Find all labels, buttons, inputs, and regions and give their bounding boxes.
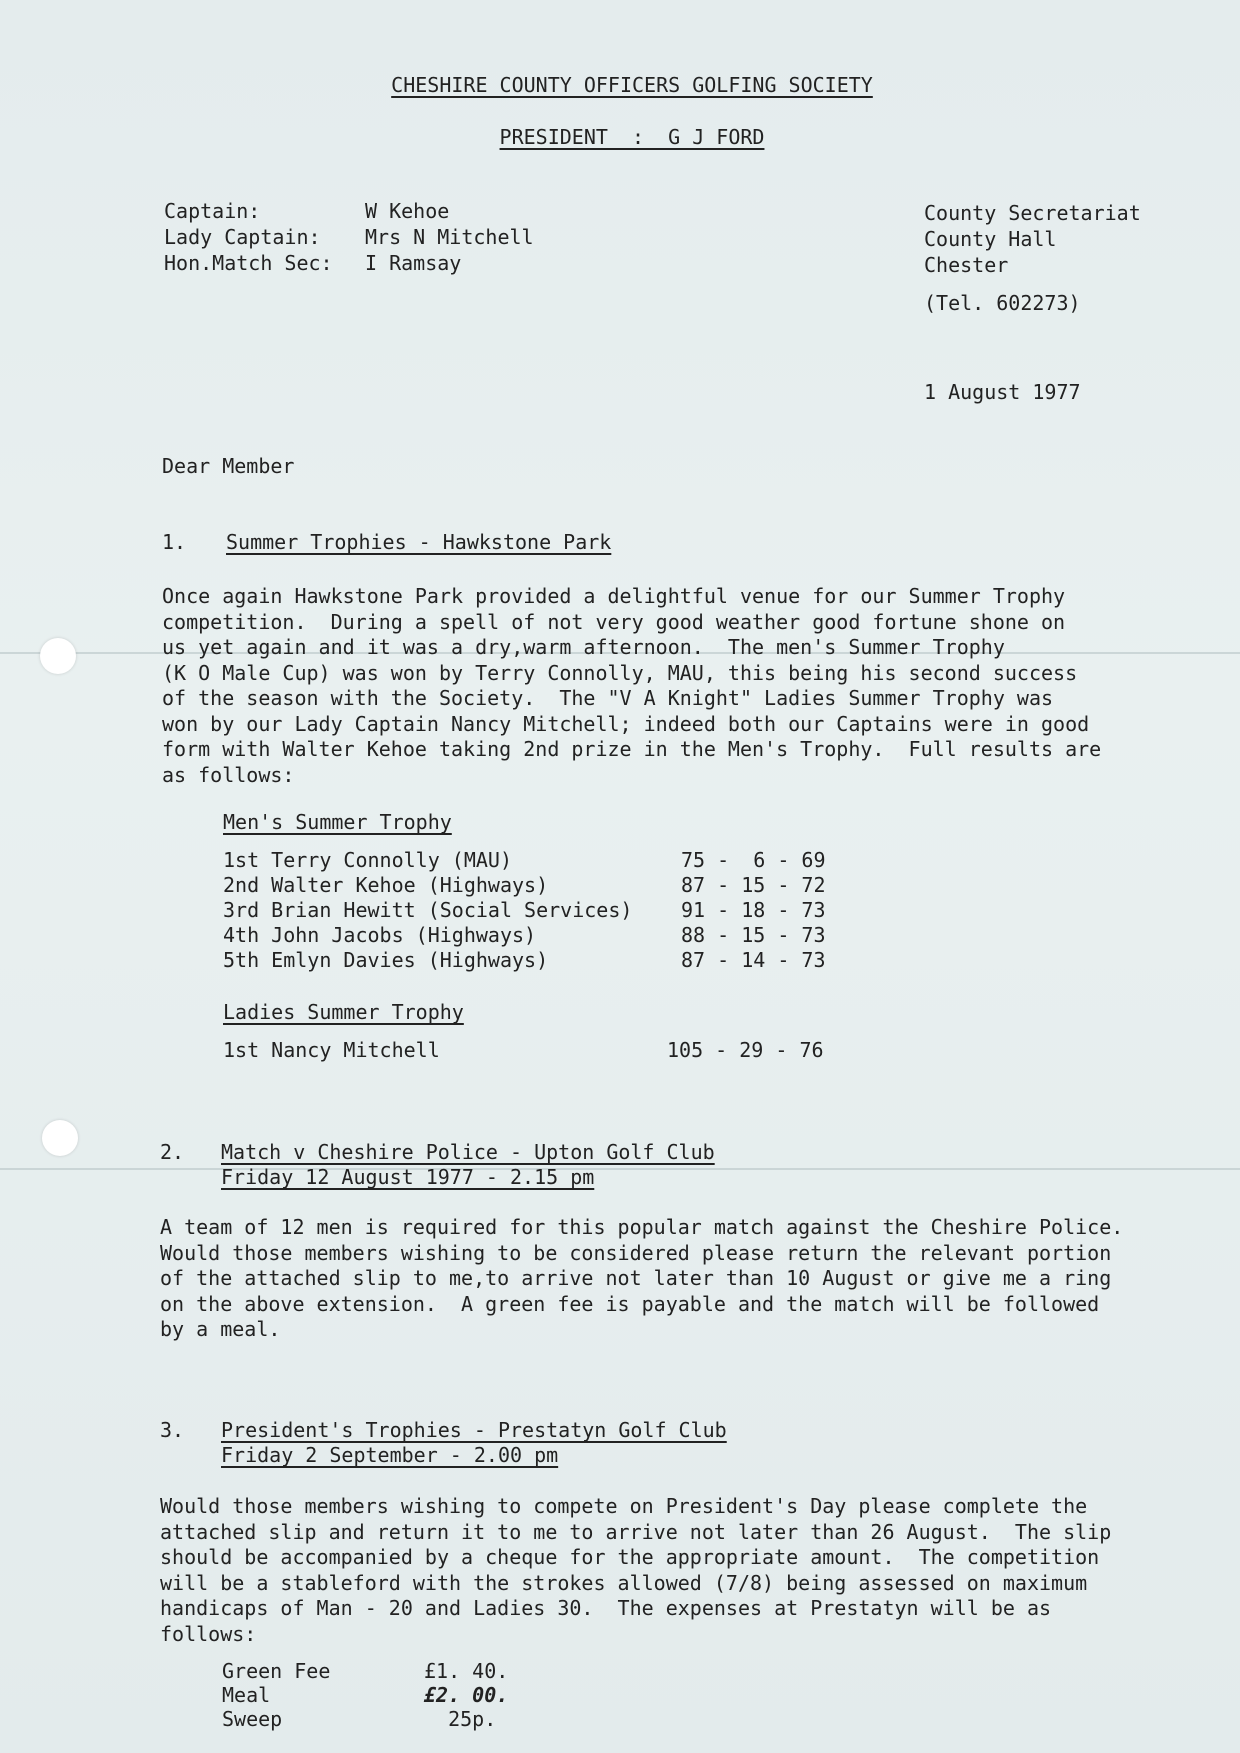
result-name: 2nd Walter Kehoe (Highways) bbox=[223, 873, 549, 897]
section-number: 1. bbox=[162, 530, 187, 554]
expense-item: Meal bbox=[222, 1683, 271, 1707]
result-score: 87 - 15 - 72 bbox=[681, 873, 826, 897]
section-subtitle: Friday 12 August 1977 - 2.15 pm bbox=[221, 1165, 595, 1189]
officer-role: Lady Captain: bbox=[164, 225, 321, 249]
expense-item: Green Fee bbox=[222, 1659, 331, 1683]
section-title: Match v Cheshire Police - Upton Golf Club bbox=[221, 1140, 715, 1164]
expense-cost: £2. 00. bbox=[424, 1683, 509, 1707]
section-body: Would those members wishing to compete on President's Day please complete the attached slip and return it to me to arrive not later than 26 August. The slip should be accompanied by a cheque for the appropriate amount. The competition will be a stableford with the strokes allowed (7/8) being assessed on maximum handicaps of Man - 20 and Ladies 30. The expenses at Prestatyn will be as follows: bbox=[160, 1494, 1112, 1646]
result-name: 1st Terry Connolly (MAU) bbox=[223, 848, 512, 872]
address-line: County Hall bbox=[924, 227, 1057, 251]
section-title: President's Trophies - Prestatyn Golf Club bbox=[221, 1418, 727, 1442]
result-score: 87 - 14 - 73 bbox=[681, 948, 826, 972]
result-name: 4th John Jacobs (Highways) bbox=[223, 923, 537, 947]
section-body: Once again Hawkstone Park provided a delightful venue for our Summer Trophy competition. During a spell of not very good weather good fortune shone on us yet again and it was a dry,warm afternoon. The men's Summer Trophy (K O Male Cup) was won by Terry Connolly, MAU, this being his second success of the season with the Society. The "V A Knight" Ladies Summer Trophy was won by our Lady Captain Nancy Mitchell; indeed both our Captains were in good form with Walter Kehoe taking 2nd prize in the Men's Trophy. Full results are as follows: bbox=[162, 584, 1102, 787]
result-score: 75 - 6 - 69 bbox=[681, 848, 826, 872]
officer-name: W Kehoe bbox=[365, 199, 450, 223]
punch-hole bbox=[40, 638, 76, 674]
results-heading: Ladies Summer Trophy bbox=[223, 1000, 464, 1024]
officer-name: I Ramsay bbox=[365, 251, 462, 275]
officer-role: Hon.Match Sec: bbox=[164, 251, 333, 275]
society-title: CHESHIRE COUNTY OFFICERS GOLFING SOCIETY bbox=[391, 73, 873, 97]
result-score: 105 - 29 - 76 bbox=[667, 1038, 824, 1062]
result-score: 88 - 15 - 73 bbox=[681, 923, 826, 947]
officer-name: Mrs N Mitchell bbox=[365, 225, 534, 249]
officer-role: Captain: bbox=[164, 199, 261, 223]
letter-date: 1 August 1977 bbox=[924, 380, 1081, 404]
section-number: 2. bbox=[160, 1140, 185, 1164]
expense-cost: £1. 40. bbox=[424, 1659, 509, 1683]
section-number: 3. bbox=[160, 1418, 185, 1442]
telephone: (Tel. 602273) bbox=[924, 291, 1081, 315]
salutation: Dear Member bbox=[162, 454, 295, 478]
result-score: 91 - 18 - 73 bbox=[681, 898, 826, 922]
section-subtitle: Friday 2 September - 2.00 pm bbox=[221, 1443, 559, 1467]
results-heading: Men's Summer Trophy bbox=[223, 810, 452, 834]
expense-item: Sweep bbox=[222, 1707, 283, 1731]
punch-hole bbox=[42, 1120, 78, 1156]
address-line: Chester bbox=[924, 253, 1009, 277]
expense-cost: 25p. bbox=[424, 1707, 497, 1731]
address-line: County Secretariat bbox=[924, 201, 1141, 225]
section-title: Summer Trophies - Hawkstone Park bbox=[226, 530, 612, 554]
president-line: PRESIDENT : G J FORD bbox=[499, 125, 765, 149]
result-name: 1st Nancy Mitchell bbox=[223, 1038, 440, 1062]
fold-line bbox=[0, 1168, 1240, 1170]
result-name: 3rd Brian Hewitt (Social Services) bbox=[223, 898, 633, 922]
result-name: 5th Emlyn Davies (Highways) bbox=[223, 948, 549, 972]
section-body: A team of 12 men is required for this popular match against the Cheshire Police. Would those members wishing to be considered please return the relevant portion of the attached slip to me,to arrive not later than 10 August or give me a ring on the above extension. A green fee is payable and the match will be followed by a meal. bbox=[160, 1215, 1124, 1341]
